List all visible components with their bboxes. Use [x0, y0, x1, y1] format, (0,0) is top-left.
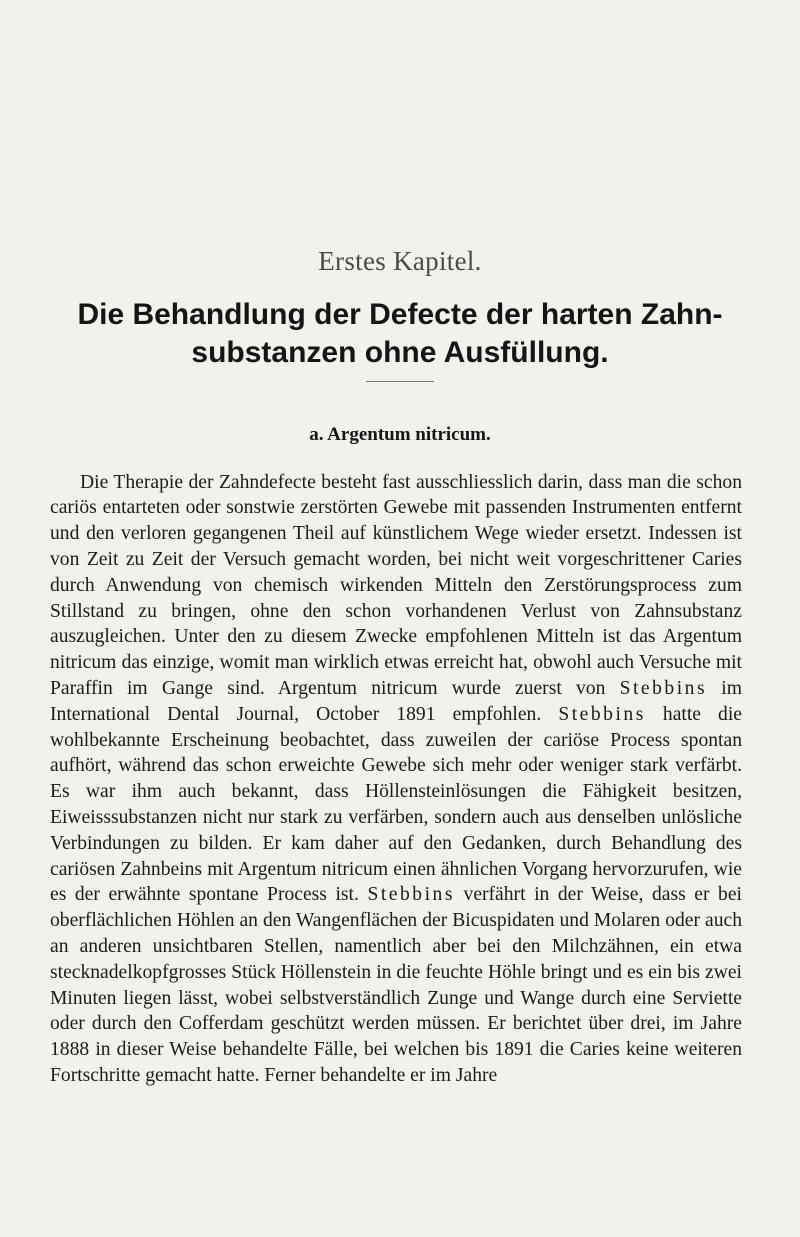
body-text-3: hatte die wohlbekannte Erscheinung beobachtet, dass zuweilen der cariöse Process spontan aufhört, während das schon erweichte Gewebe sich mehr oder weniger stark verfärbt. Es war ihm auch bekannt, dass Höllensteinlösungen die Fähigkeit besitzen, Eiweisssubstanzen nicht nur stark zu verfärben, sondern auch aus denselben unlösliche Verbindungen zu bilden. Er kam daher auf den Gedanken, durch Behandlung des cariösen Zahnbeins mit Argentum nitricum einen ähnlichen Vorgang hervorzurufen, wie es der erwähnte spontane Process ist. [50, 703, 742, 906]
author-name: Stebbins [367, 884, 455, 906]
chapter-heading: Erstes Kapitel. [318, 246, 482, 276]
body-text-1: Die Therapie der Zahndefecte besteht fast ausschliesslich darin, dass man die schon cariös entarteten oder sonstwie zerstörten Gewebe mit passenden Instrumenten entfernt und den verloren gegangenen Theil auf künstlichem Wege wieder ersetzt. Indessen ist von Zeit zu Zeit der Versuch gemacht worden, bei nicht weit vorgeschrittener Caries durch Anwendung von chemisch wirkenden Mitteln den Zerstörungsprocess zum Stillstand zu bringen, ohne den schon vorhandenen Verlust von Zahnsubstanz auszugleichen. Unter den zu diesem Zwecke empfohlenen Mitteln ist das Argentum nitricum das einzige, womit man wirklich etwas erreicht hat, obwohl auch Versuche mit Paraffin im Gange sind. Argentum nitricum wurde zuerst von [50, 471, 742, 699]
title-divider [366, 381, 434, 382]
author-name: Stebbins [558, 703, 646, 725]
section-heading: a. Argentum nitricum. [309, 424, 491, 445]
author-name: Stebbins [619, 677, 708, 699]
body-text-2: im International Dental Journal, October 1891 empfohlen. [50, 677, 742, 725]
body-text-4: verfährt in der Weise, dass er bei oberflächlichen Höhlen an den Wangenflächen der Bicuspidaten und Molaren oder auch an anderen unsichtbaren Stellen, namentlich aber bei den Milchzähnen, ein etwa stecknadelkopfgrosses Stück Höllenstein in die feuchte Höhle bringt und es ein bis zwei Minuten liegen lässt, wobei selbstverständlich Zunge und Wange durch eine Serviette oder durch den Cofferdam geschützt werden müssen. Er berichtet über drei, im Jahre 1888 in dieser Weise behandelte Fälle, bei welchen bis 1891 die Caries keine weiteren Fortschritte gemacht hatte. Ferner behandelte er im Jahre [50, 884, 742, 1086]
body-paragraph [50, 470, 742, 1089]
page-title: Die Behandlung der Defecte der harten Zahn-substanzen ohne Ausfüllung. [77, 298, 723, 369]
